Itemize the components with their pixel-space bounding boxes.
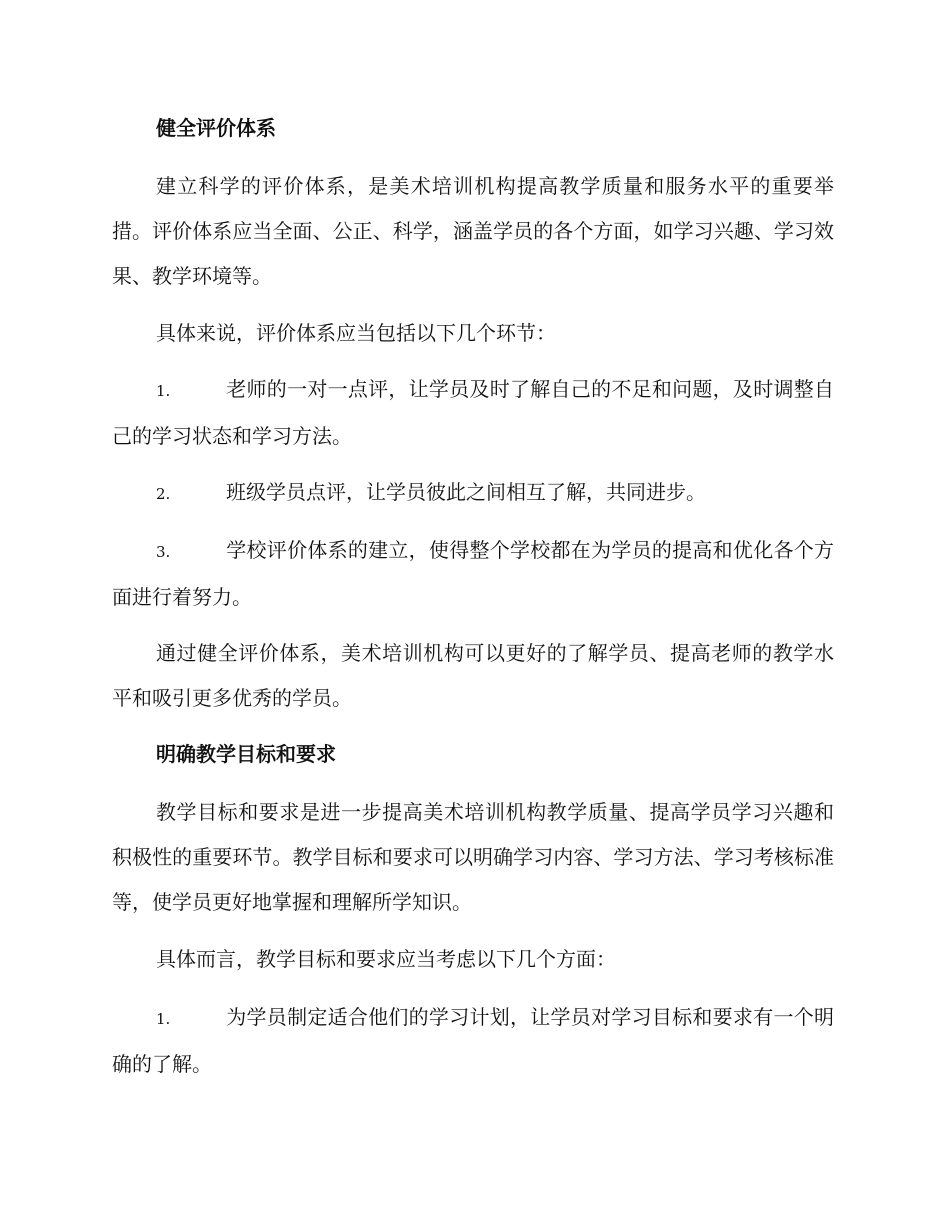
list-item-text: 为学员制定适合他们的学习计划，让学员对学习目标和要求有一个明确的了解。 xyxy=(112,1005,834,1076)
section-heading-evaluation: 健全评价体系 xyxy=(156,116,276,140)
list-item xyxy=(112,367,834,459)
list-item-number: 3. xyxy=(156,543,171,561)
list-item-text: 老师的一对一点评，让学员及时了解自己的不足和问题，及时调整自己的学习状态和学习方法。 xyxy=(112,377,834,448)
paragraph-evaluation-intro: 建立科学的评价体系，是美术培训机构提高教学质量和服务水平的重要举措。评价体系应当全面、公正、科学，涵盖学员的各个方面，如学习兴趣、学习效果、教学环境等。 xyxy=(112,174,834,288)
section-heading-teaching-goals: 明确教学目标和要求 xyxy=(156,742,336,766)
list-item-number: 1. xyxy=(156,1010,171,1028)
list-item xyxy=(112,528,834,620)
paragraph-teaching-goals-list-intro: 具体而言，教学目标和要求应当考虑以下几个方面： xyxy=(156,947,616,971)
list-item-number: 2. xyxy=(156,485,171,503)
list-item-text: 学校评价体系的建立，使得整个学校都在为学员的提高和优化各个方面进行着努力。 xyxy=(112,538,834,609)
paragraph-teaching-goals-intro: 教学目标和要求是进一步提高美术培训机构教学质量、提高学员学习兴趣和积极性的重要环节。教学目标和要求可以明确学习内容、学习方法、学习考核标准等，使学员更好地掌握和理解所学知识。 xyxy=(112,800,834,914)
list-item-text: 班级学员点评，让学员彼此之间相互了解，共同进步。 xyxy=(226,480,706,504)
paragraph-evaluation-conclusion: 通过健全评价体系，美术培训机构可以更好的了解学员、提高老师的教学水平和吸引更多优秀的学员。 xyxy=(112,641,834,710)
list-item-number: 1. xyxy=(156,382,171,400)
list-item xyxy=(112,995,834,1087)
paragraph-evaluation-list-intro: 具体来说，评价体系应当包括以下几个环节： xyxy=(156,321,556,345)
list-item xyxy=(112,470,834,517)
